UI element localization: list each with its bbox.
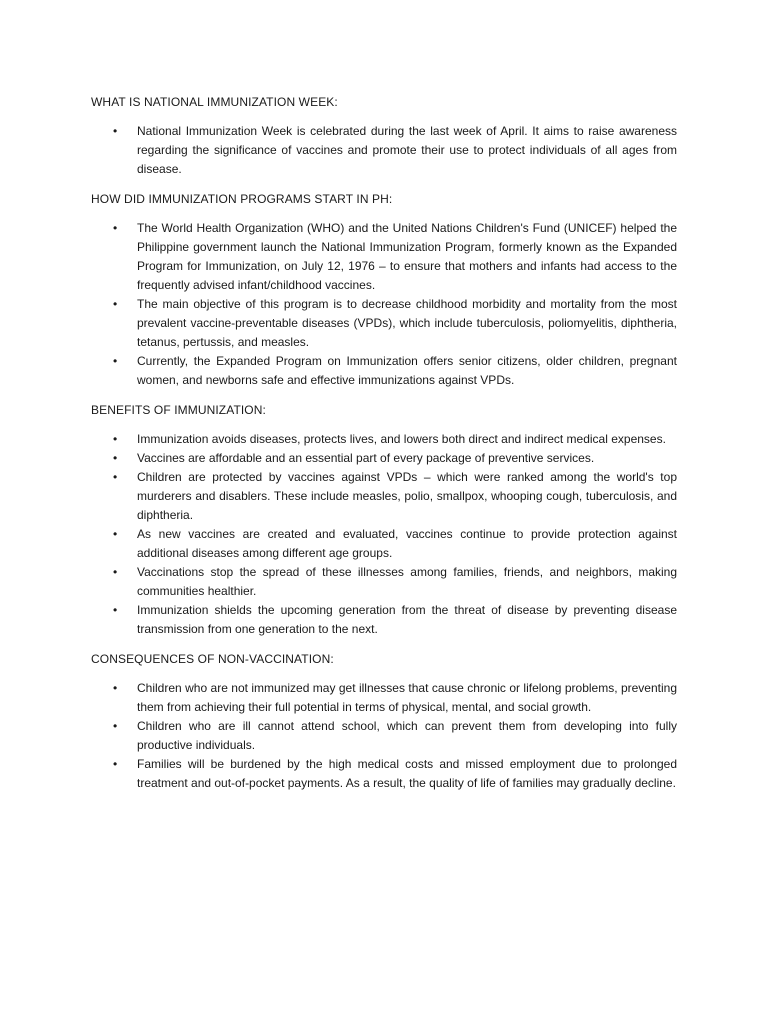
bullet-icon: •: [113, 297, 118, 311]
list-item: [91, 352, 677, 390]
list-item-text: As new vaccines are created and evaluated, vaccines continue to provide protection against additional diseases among different age groups.: [137, 527, 677, 560]
bullet-icon: •: [113, 681, 118, 695]
list-item-text: Children who are not immunized may get illnesses that cause chronic or lifelong problems, preventing them from achieving their full potential in terms of physical, mental, and social growth.: [137, 681, 677, 714]
list-item: [91, 468, 677, 525]
bullet-list: [91, 219, 677, 390]
list-item: [91, 449, 677, 468]
list-item: [91, 219, 677, 295]
list-item: [91, 717, 677, 755]
list-item-text: Children are protected by vaccines against VPDs – which were ranked among the world's top murderers and disablers. These include measles, polio, smallpox, whooping cough, tuberculosis, and diphtheria.: [137, 470, 677, 522]
bullet-icon: •: [113, 354, 118, 368]
list-item-text: Immunization shields the upcoming generation from the threat of disease by preventing disease transmission from one generation to the next.: [137, 603, 677, 636]
list-item: [91, 679, 677, 717]
section-benefits: [91, 401, 677, 639]
list-item-text: Families will be burdened by the high medical costs and missed employment due to prolonged treatment and out-of-pocket payments. As a result, the quality of life of families may gradually decline.: [137, 757, 677, 790]
list-item-text: Vaccines are affordable and an essential part of every package of preventive services.: [137, 451, 595, 465]
list-item-text: Vaccinations stop the spread of these illnesses among families, friends, and neighbors, making communities healthier.: [137, 565, 677, 598]
bullet-icon: •: [113, 432, 118, 446]
bullet-icon: •: [113, 757, 118, 771]
section-program-history: [91, 190, 677, 390]
list-item: [91, 295, 677, 352]
list-item: [91, 430, 677, 449]
section-heading: WHAT IS NATIONAL IMMUNIZATION WEEK:: [91, 95, 338, 109]
list-item: [91, 563, 677, 601]
bullet-icon: •: [113, 124, 118, 138]
bullet-list: [91, 122, 677, 179]
bullet-icon: •: [113, 221, 118, 235]
section-heading: HOW DID IMMUNIZATION PROGRAMS START IN PH:: [91, 192, 393, 206]
section-heading: CONSEQUENCES OF NON-VACCINATION:: [91, 652, 334, 666]
list-item: [91, 755, 677, 793]
bullet-icon: •: [113, 451, 118, 465]
list-item-text: Currently, the Expanded Program on Immunization offers senior citizens, older children, pregnant women, and newborns safe and effective immunizations against VPDs.: [137, 354, 677, 387]
bullet-icon: •: [113, 719, 118, 733]
list-item-text: The main objective of this program is to decrease childhood morbidity and mortality from the most prevalent vaccine-preventable diseases (VPDs), which include tuberculosis, poliomyelitis, diphtheria, tetanus, pertussis, and measles.: [137, 297, 677, 349]
bullet-icon: •: [113, 565, 118, 579]
list-item-text: The World Health Organization (WHO) and the United Nations Children's Fund (UNICEF) helped the Philippine government launch the National Immunization Program, formerly known as the Expanded Program for Immunization, on July 12, 1976 – to ensure that mothers and infants had access to the frequently advised infant/childhood vaccines.: [137, 221, 677, 292]
list-item-text: Children who are ill cannot attend school, which can prevent them from developing into fully productive individuals.: [137, 719, 677, 752]
list-item-text: Immunization avoids diseases, protects lives, and lowers both direct and indirect medical expenses.: [137, 432, 666, 446]
bullet-icon: •: [113, 527, 118, 541]
list-item-text: National Immunization Week is celebrated during the last week of April. It aims to raise awareness regarding the significance of vaccines and promote their use to protect individuals of all ages from disease.: [137, 124, 677, 176]
bullet-list: [91, 430, 677, 639]
bullet-icon: •: [113, 470, 118, 484]
bullet-icon: •: [113, 603, 118, 617]
section-heading: BENEFITS OF IMMUNIZATION:: [91, 403, 266, 417]
bullet-list: [91, 679, 677, 793]
list-item: [91, 122, 677, 179]
section-consequences: [91, 650, 677, 793]
list-item: [91, 601, 677, 639]
list-item: [91, 525, 677, 563]
section-national-immunization-week: [91, 93, 677, 179]
document-body: [91, 93, 677, 804]
